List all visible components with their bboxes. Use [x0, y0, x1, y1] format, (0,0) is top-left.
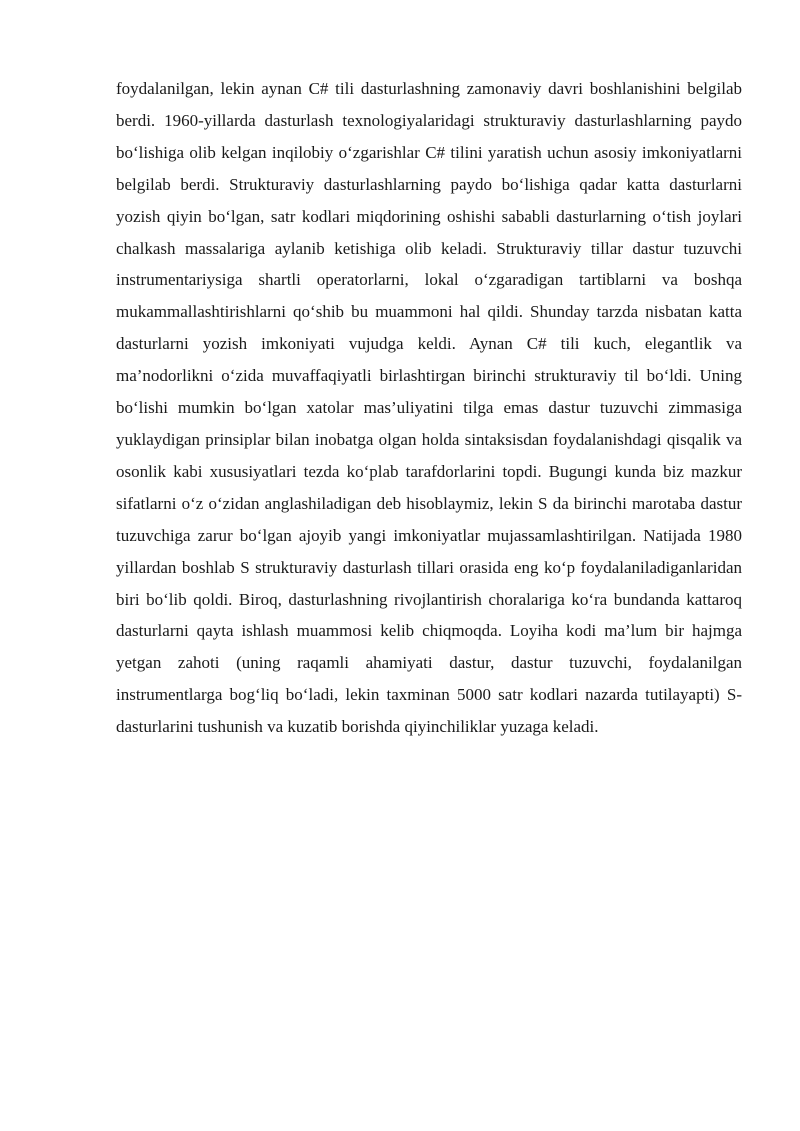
body-paragraph: foydalanilgan, lekin aynan C# tili dasturlashning zamonaviy davri boshlanishini belgilab berdi. 1960-yillarda dasturlash texnologiyalaridagi strukturaviy dasturlashlarning paydo bo‘lishiga olib kelgan inqilobiy o‘zgarishlar C# tilini yaratish uchun asosiy imkoniyatlarni belgilab berdi. Strukturaviy dasturlashlarning paydo bo‘lishiga qadar katta dasturlarni yozish qiyin bo‘lgan, satr kodlari miqdorining oshishi sababli dasturlarning o‘tish joylari chalkash massalariga aylanib ketishiga olib keladi. Strukturaviy tillar dastur tuzuvchi instrumentariysiga shartli operatorlarni, lokal o‘zgaradigan tartiblarni va boshqa mukammallashtirishlarni qo‘shib bu muammoni hal qildi. Shunday tarzda nisbatan katta dasturlarni yozish imkoniyati vujudga keldi. Aynan C# tili kuch, elegantlik va ma’nodorlikni o‘zida muvaffaqiyatli birlashtirgan birinchi strukturaviy til bo‘ldi. Uning bo‘lishi mumkin bo‘lgan xatolar mas’uliyatini tilga emas dastur tuzuvchi zimmasiga yuklaydigan prinsiplar bilan inobatga olgan holda sintaksisdan foydalanishdagi qisqalik va osonlik kabi xususiyatlari tezda ko‘plab tarafdorlarini topdi. Bugungi kunda biz mazkur sifatlarni o‘z o‘zidan anglashiladigan deb hisoblaymiz, lekin S da birinchi marotaba dastur tuzuvchiga zarur bo‘lgan ajoyib yangi imkoniyatlar mujassamlashtirilgan. Natijada 1980 yillardan boshlab S strukturaviy dasturlash tillari orasida eng ko‘p foydalaniladiganlaridan biri bo‘lib qoldi. Biroq, dasturlashning rivojlantirish choralariga ko‘ra bundanda kattaroq dasturlarni qayta ishlash muammosi kelib chiqmoqda. Loyiha kodi ma’lum bir hajmga yetgan zahoti (uning raqamli ahamiyati dastur, dastur tuzuvchi, foydalanilgan instrumentlarga bog‘liq bo‘ladi, lekin taxminan 5000 satr kodlari nazarda tutilayapti) S-dasturlarini tushunish va kuzatib borishda qiyinchiliklar yuzaga keladi. — [116, 79, 742, 737]
